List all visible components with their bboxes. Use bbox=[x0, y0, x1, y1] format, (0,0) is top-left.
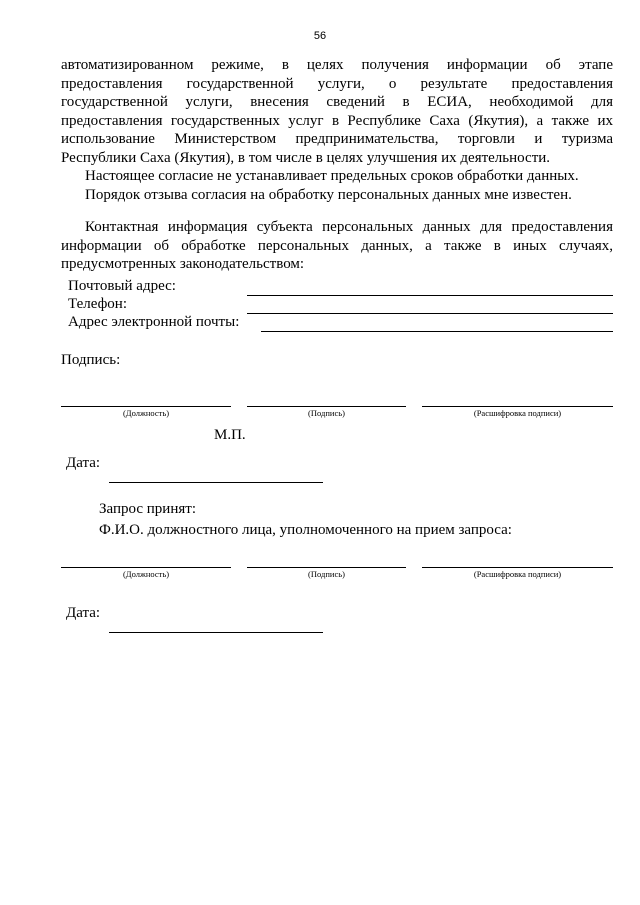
stamp-placeholder: М.П. bbox=[214, 427, 246, 443]
date-label: Дата: bbox=[66, 455, 101, 471]
signature-decoding-line[interactable] bbox=[422, 406, 613, 407]
paragraph-contact-info: Контактная информация субъекта персональных данных для предоставления информации об обработке персональных данных, а также в иных случаях, предусмотренных законодательством: bbox=[61, 219, 613, 272]
request-date-line[interactable] bbox=[109, 632, 323, 633]
date-line[interactable] bbox=[109, 482, 323, 483]
official-name-label: Ф.И.О. должностного лица, уполномоченного на прием запроса: bbox=[99, 522, 512, 538]
official-decoding-line[interactable] bbox=[422, 567, 613, 568]
official-signature-line[interactable] bbox=[247, 567, 406, 568]
signature-decoding-caption: (Расшифровка подписи) bbox=[473, 408, 562, 418]
position-line[interactable] bbox=[61, 406, 231, 407]
request-accepted-label: Запрос принят: bbox=[99, 501, 196, 517]
page-number: 56 bbox=[313, 30, 327, 42]
paragraph-consent-purpose: автоматизированном режиме, в целях получения информации об этапе предоставления государственной услуги, о результате предоставления государственной услуги, внесения сведений в ЕСИА, необходимой для предоставления государственных услуг в Республике Саха (Якутия), а также их использование Министерством предпринимательства, торговли и туризма Республики Саха (Якутия), в том числе в целях улучшения их деятельности. bbox=[61, 57, 613, 166]
signature-label: Подпись: bbox=[61, 352, 121, 368]
email-label: Адрес электронной почты: bbox=[68, 314, 240, 330]
official-position-line[interactable] bbox=[61, 567, 231, 568]
phone-row bbox=[68, 296, 613, 314]
email-row bbox=[68, 314, 613, 332]
signature-line[interactable] bbox=[247, 406, 406, 407]
postal-address-label: Почтовый адрес: bbox=[68, 278, 176, 294]
paragraph-no-time-limit: Настоящее согласие не устанавливает предельных сроков обработки данных. bbox=[85, 168, 579, 184]
official-decoding-caption: (Расшифровка подписи) bbox=[473, 569, 562, 579]
position-caption: (Должность) bbox=[122, 408, 170, 418]
contact-fields bbox=[68, 278, 613, 332]
request-date-label: Дата: bbox=[66, 605, 101, 621]
official-position-caption: (Должность) bbox=[122, 569, 170, 579]
consent-text bbox=[61, 56, 613, 274]
postal-address-row bbox=[68, 278, 613, 296]
official-signature-caption: (Подпись) bbox=[308, 569, 345, 579]
email-line[interactable] bbox=[261, 331, 613, 332]
phone-label: Телефон: bbox=[68, 296, 127, 312]
paragraph-withdrawal-procedure: Порядок отзыва согласия на обработку персональных данных мне известен. bbox=[85, 186, 572, 203]
signature-caption: (Подпись) bbox=[308, 408, 345, 418]
